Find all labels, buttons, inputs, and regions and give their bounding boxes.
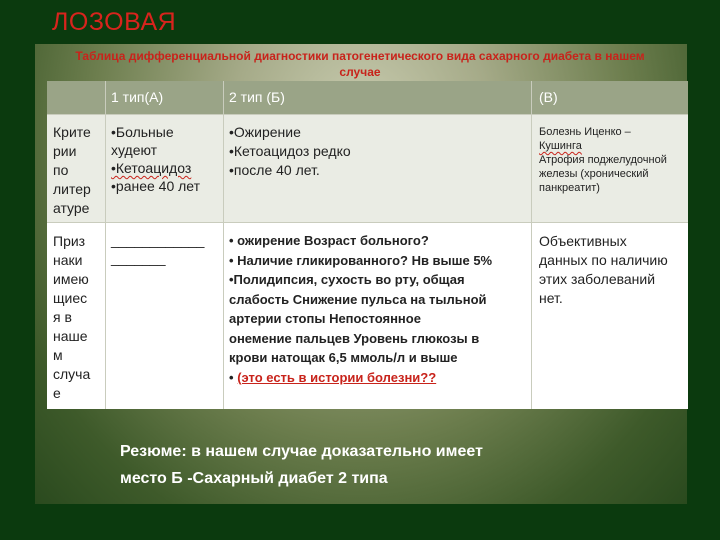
cell-line: данных по наличию bbox=[539, 252, 668, 268]
slide-title: ЛОЗОВАЯ bbox=[52, 8, 177, 36]
signs-other-cell bbox=[539, 232, 685, 308]
table-heading-line-2: случае bbox=[339, 65, 381, 79]
label-line: Крите bbox=[53, 124, 91, 140]
label-line: я в bbox=[53, 309, 72, 325]
label-line: атуре bbox=[53, 200, 90, 216]
summary-line-2: место Б -Сахарный диабет 2 типа bbox=[120, 470, 388, 487]
blank-line: ____________ bbox=[111, 232, 205, 248]
cell-line: артерии стопы Непостоянное bbox=[229, 311, 421, 326]
cell-line: •Кетоацидоз редко bbox=[229, 143, 351, 159]
bullet: • bbox=[229, 369, 234, 385]
cell-line: Болезнь Иценко – bbox=[539, 126, 631, 138]
label-line: е bbox=[53, 385, 61, 401]
signs-type1-cell bbox=[111, 231, 223, 267]
cell-line: •ранее 40 лет bbox=[111, 178, 201, 194]
cell-line: • Наличие гликированного? Нв выше 5% bbox=[229, 252, 493, 268]
cell-line-red bbox=[229, 368, 529, 388]
label-line: рии bbox=[53, 143, 77, 159]
cell-line: худеют bbox=[111, 142, 158, 158]
cell-line: Объективных bbox=[539, 233, 627, 249]
cell-line: нет. bbox=[539, 290, 563, 306]
criteria-row-label bbox=[53, 123, 107, 218]
cell-line: • ожирение Возраст больного? bbox=[229, 233, 429, 248]
cell-line: слабость Снижение пульса на тыльной bbox=[229, 291, 487, 307]
label-line: литер bbox=[53, 181, 91, 197]
diagnosis-table bbox=[47, 81, 688, 409]
table-heading-line-1: Таблица дифференциальной диагностики патогенетического вида сахарного диабета в нашем bbox=[75, 49, 645, 63]
criteria-type1-cell bbox=[111, 123, 223, 195]
cell-line: •Больные bbox=[111, 124, 174, 140]
cell-line: •Ожирение bbox=[229, 124, 301, 140]
label-line: щиес bbox=[53, 290, 88, 306]
table-header-row bbox=[47, 81, 688, 114]
cell-line: железы (хронический bbox=[539, 168, 649, 180]
header-cell-other: (В) bbox=[539, 89, 558, 105]
cell-line: этих заболеваний bbox=[539, 271, 656, 287]
signs-type2-cell bbox=[229, 231, 529, 387]
cell-line: Кушинга bbox=[539, 140, 582, 152]
label-line: м bbox=[53, 347, 63, 363]
cell-line: •Кетоацидоз bbox=[111, 160, 192, 176]
label-line: случа bbox=[53, 366, 91, 382]
table-heading bbox=[50, 48, 670, 80]
cell-line: •Полидипсия, сухость во рту, общая bbox=[229, 272, 465, 287]
header-cell-type2: 2 тип (Б) bbox=[229, 89, 285, 105]
label-line: по bbox=[53, 162, 69, 178]
criteria-other-cell bbox=[539, 125, 685, 195]
summary-line-1: Резюме: в нашем случае доказательно имеет bbox=[120, 443, 483, 460]
row-divider bbox=[47, 114, 688, 115]
signs-row-label bbox=[53, 232, 107, 403]
cell-line: крови натощак 6,5 ммоль/л и выше bbox=[229, 350, 458, 365]
label-line: наше bbox=[53, 328, 88, 344]
column-divider bbox=[531, 81, 532, 409]
label-line: Приз bbox=[53, 233, 86, 249]
column-divider bbox=[223, 81, 224, 409]
header-cell-type1: 1 тип(А) bbox=[111, 89, 164, 105]
cell-line: •после 40 лет. bbox=[229, 162, 320, 178]
label-line: имею bbox=[53, 271, 89, 287]
criteria-type2-cell bbox=[229, 123, 529, 180]
label-line: наки bbox=[53, 252, 83, 268]
blank-line: _______ bbox=[111, 250, 166, 266]
row-divider bbox=[47, 222, 688, 223]
cell-line: Атрофия поджелудочной bbox=[539, 154, 667, 166]
cell-line: панкреатит) bbox=[539, 182, 600, 194]
summary-text bbox=[120, 438, 660, 492]
history-note: (это есть в истории болезни?? bbox=[237, 369, 437, 385]
cell-line: онемение пальцев Уровень глюкозы в bbox=[229, 330, 480, 346]
